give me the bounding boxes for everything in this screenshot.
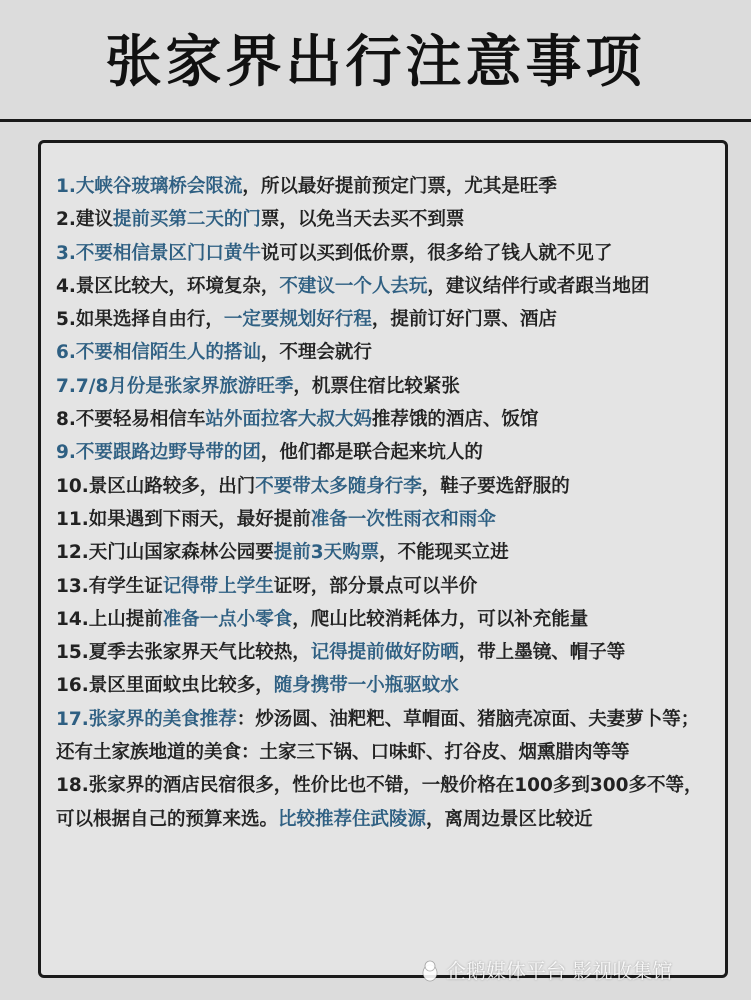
tip-highlight: 1. <box>56 176 76 197</box>
tip-item <box>56 570 706 603</box>
tip-highlight: 随身携带一小瓶驱蚊水 <box>273 675 459 697</box>
tip-text: ，爬山比较消耗体力，可以补充能量 <box>292 608 589 630</box>
tip-item <box>56 270 706 303</box>
tip-text: ，不理会就行 <box>260 342 372 364</box>
tip-highlight: 一定要规划好行程 <box>223 309 372 331</box>
tip-highlight: 9.不要跟路边野导带的团 <box>56 442 261 464</box>
tip-item <box>56 336 706 369</box>
tip-text: 5.如果选择自由行， <box>56 309 224 331</box>
title-divider <box>0 119 751 122</box>
tip-text: ，机票住宿比较紧张 <box>293 375 460 397</box>
tip-text: ，带上墨镜、帽子等 <box>458 642 626 664</box>
tip-text: 11.如果遇到下雨天，最好提前 <box>56 508 311 530</box>
tip-text: ，他们都是联合起来坑人的 <box>260 442 483 464</box>
tip-item <box>56 470 706 503</box>
tip-highlight: 3.不要相信景区门口黄牛 <box>56 242 261 264</box>
tip-highlight: 准备一次性雨衣和雨伞 <box>310 508 496 530</box>
tip-highlight: 大峡谷玻璃桥会限流 <box>75 176 243 197</box>
tip-item <box>56 203 706 236</box>
tip-item <box>56 436 706 469</box>
tip-text: 证呀，部分景点可以半价 <box>273 575 478 597</box>
tip-highlight: 6.不要相信陌生人的搭讪 <box>56 342 261 364</box>
tip-text: ：炒汤圆、油粑粑、草帽面、猪脑壳凉面、夫妻萝卜等；还有土家族地道的美食：土家三下锅、口味虾、打谷皮、烟熏腊肉等等 <box>56 708 700 764</box>
tip-item <box>56 303 706 336</box>
tip-item <box>56 370 706 403</box>
watermark-text: 企鹅媒体平台 影视收集馆 <box>446 959 673 983</box>
tip-highlight: 记得提前做好防晒 <box>310 642 459 664</box>
tip-text: ，建议结伴行或者跟当地团 <box>427 275 650 297</box>
tip-text: 10.景区山路较多，出门 <box>56 475 256 497</box>
tip-item <box>56 170 706 203</box>
tip-text: ，不能现买立进 <box>379 542 509 564</box>
tip-text: 16.景区里面蚊虫比较多， <box>56 675 274 697</box>
tip-text: 8.不要轻易相信车 <box>56 409 206 431</box>
tip-item <box>56 403 706 436</box>
tip-text: 票，以免当天去买不到票 <box>260 209 465 231</box>
tip-text: ，所以最好提前预定门票，尤其是旺季 <box>242 176 557 197</box>
tip-item <box>56 503 706 536</box>
tip-text: 13.有学生证 <box>56 575 163 597</box>
tip-highlight: 不建议一个人去玩 <box>279 275 428 297</box>
tip-item <box>56 603 706 636</box>
tip-item <box>56 536 706 569</box>
tip-highlight: 准备一点小零食 <box>162 608 293 630</box>
tip-highlight: 不要带太多随身行李 <box>255 475 422 497</box>
tip-text: 4.景区比较大，环境复杂， <box>56 275 280 297</box>
tip-highlight: 提前3天购票 <box>273 542 380 564</box>
penguin-icon <box>420 960 440 982</box>
tip-item <box>56 669 706 702</box>
tip-text: 说可以买到低价票，很多给了钱人就不见了 <box>260 242 613 264</box>
tip-text: 18.张家界的酒店民宿很多，性价比也不错，一般价格在100多到300多不等，可以根据自己的预算来选。 <box>56 775 703 830</box>
tip-text: ，离周边景区比较近 <box>426 808 593 830</box>
tip-item <box>56 769 706 836</box>
tip-highlight: 7.7/8月份是张家界旅游旺季 <box>56 375 294 397</box>
tip-text: 2.建议 <box>56 209 113 231</box>
tip-item <box>56 237 706 270</box>
tip-highlight: 提前买第二天的门 <box>112 209 261 231</box>
tip-highlight: 记得带上学生 <box>162 575 274 597</box>
tip-item <box>56 703 706 770</box>
tip-highlight: 17.张家界的美食推荐 <box>56 708 237 730</box>
tip-text: ，鞋子要选舒服的 <box>421 475 570 497</box>
tips-list <box>56 170 706 836</box>
tip-highlight: 站外面拉客大叔大妈 <box>205 409 372 431</box>
tip-text: ，提前订好门票、酒店 <box>371 309 557 331</box>
page-title: 张家界出行注意事项 <box>105 30 646 95</box>
tip-text: 推荐饿的酒店、饭馆 <box>371 409 539 431</box>
tip-text: 14.上山提前 <box>56 608 163 630</box>
tip-highlight: 比较推荐住武陵源 <box>278 808 427 830</box>
tip-item <box>56 636 706 669</box>
tip-text: 12.天门山国家森林公园要 <box>56 542 274 564</box>
watermark <box>420 956 672 986</box>
tip-text: 15.夏季去张家界天气比较热， <box>56 642 311 664</box>
